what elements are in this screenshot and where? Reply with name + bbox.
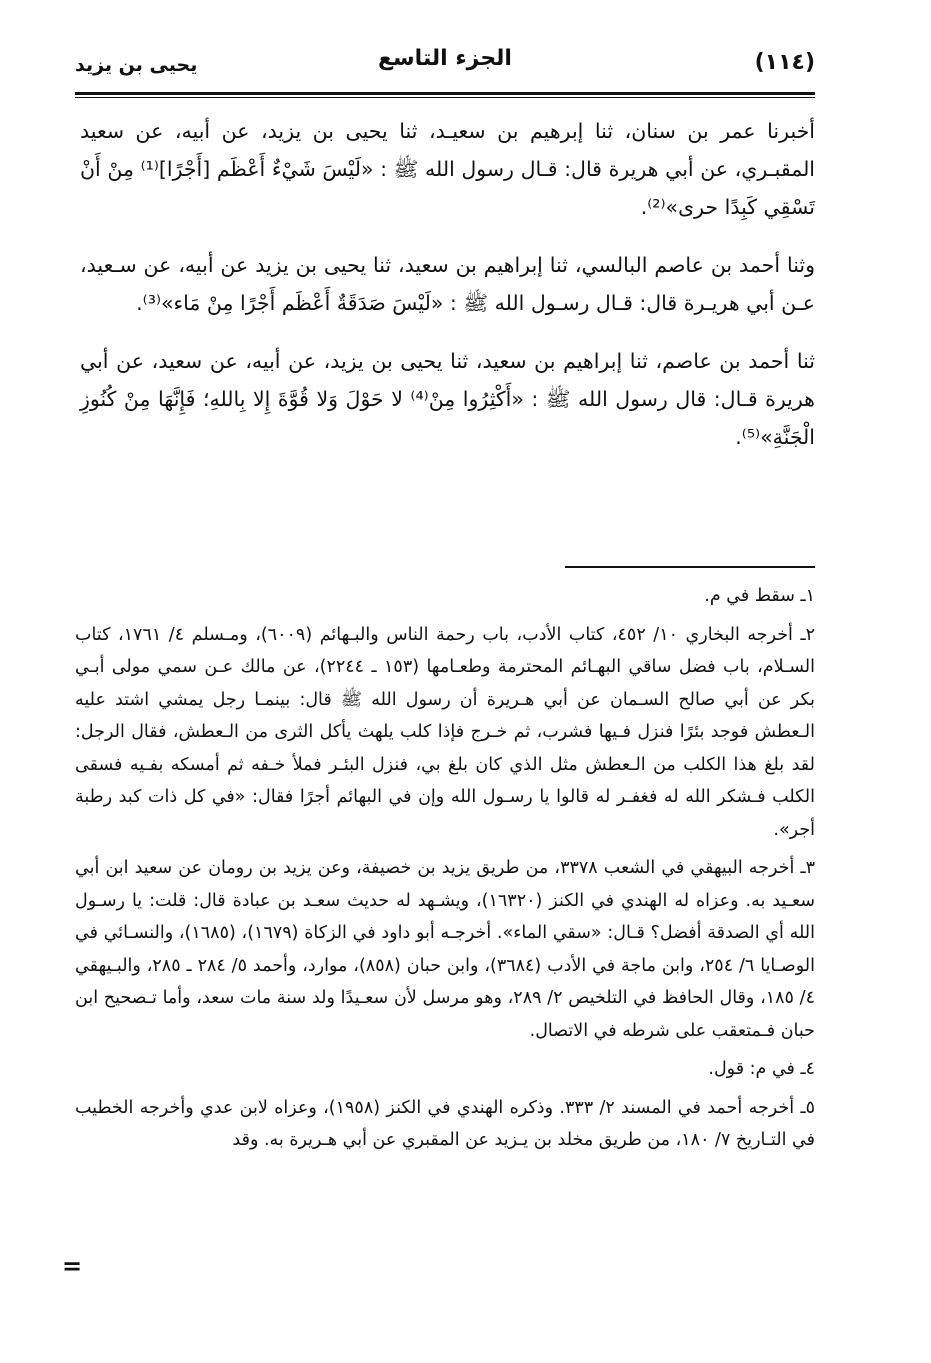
page-header	[75, 40, 815, 92]
header-rule-thin	[75, 97, 815, 98]
footnote: ٤ـ في م: قول.	[708, 1059, 815, 1079]
page-number: (١١٤)	[754, 50, 815, 75]
footnote: ٥ـ أخرجه أحمد في المسند ٢/ ٣٣٣. وذكره الهندي في الكنز (١٩٥٨)، وعزاه لابن عدي وأخرجه الخطيب في التـاريخ ٧/ ١٨٠، من طريق مخلد بن يـزيد عن المقبري عن أبي هـريرة به. وقد	[75, 1097, 815, 1150]
hadith-paragraph: وثنا أحمد بن عاصم البالسي، ثنا إبراهيم بن سعيد، ثنا يحيى بن يزيد عن أبيه، عن سـعيد، عـن أبي هريـرة قال: قـال رسـول الله ﷺ : «لَيْسَ صَدَقَةٌ أَعْظَم أَجْرًا مِنْ مَاء»⁽³⁾.	[80, 253, 815, 315]
hadith-paragraph: أخبرنا عمر بن سنان، ثنا إبرهيم بن سعيـد، ثنا يحيى بن يزيد، عن أبيه، عن سعيد المقبـري، عن أبي هريرة قال: قـال رسول الله ﷺ : «لَيْسَ شَيْءٌ أَعْظَم [أَجْرًا]⁽¹⁾ مِنْ أَنْ تَسْقِي كَبِدًا حرى»⁽²⁾.	[80, 119, 816, 219]
main-text	[80, 112, 815, 476]
header-rule	[75, 92, 815, 95]
footnotes	[75, 580, 815, 1163]
continuation-mark: =	[62, 1252, 83, 1280]
footnote-separator	[565, 566, 815, 568]
hadith-paragraph: ثنا أحمد بن عاصم، ثنا إبراهيم بن سعيد، ثنا يحيى بن يزيد، عن أبيه، عن سعيد، عن أبي هريرة قـال: قال رسول الله ﷺ : «أَكْثِرُوا مِنْ⁽⁴⁾ لا حَوْلَ وَلا قُوَّةَ إِلا بِاللهِ؛ فَإِنَّهَا مِنْ كُنُوزِ الْجَنَّةِ»⁽⁵⁾.	[80, 349, 815, 449]
footnote: ٢ـ أخرجه البخاري ١٠/ ٤٥٢، كتاب الأدب، باب رحمة الناس والبـهائم (٦٠٠٩)، ومـسلم ٤/ ١٧٦١، كتاب السـلام، باب فضل ساقي البهـائم المحترمة وطعـامها (١٥٣ ـ ٢٢٤٤)، عن مالك عـن سمي مولى أبـي بكر عن أبي صالح السـمان عن أبي هـريرة أن رسول الله ﷺ قال: بينمـا رجل يمشي اشتد عليه الـعطش فوجد بئرًا فنزل فـيها فشرب، ثم خـرج فإذا كلب يلهث يأكل الثرى من الـعطش، فقال الرجل: لقد بلغ هذا الكلب من الـعطش مثل الذي كان بلغ بي، فنزل البئـر فملأ خـفه ثم أمسكه بفـيه فسقى الكلب فـشكر الله له فغفـر له قالوا يا رسـول الله وإن في البهائم أجرًا فقال: «في كل ذات كبد رطبة أجر».	[75, 624, 816, 840]
footnote: ٣ـ أخرجه البيهقي في الشعب ٣٣٧٨، من طريق يزيد بن خصيفة، وعن يزيد بن رومان عن سعيد ابن أبي سعـيد به. وعزاه له الهندي في الكنز (١٦٣٢٠)، ويشـهد له حديث سعـد بن عبادة قال: قلت: يا رسـول الله أي الصدقة أفضل؟ قـال: «سقي الماء». أخرجـه أبو داود في الزكاة (١٦٧٩)، (١٦٨٥)، والنسـائي في الوصـايا ٦/ ٢٥٤، وابن ماجة في الأدب (٣٦٨٤)، وابن حبان (٨٥٨)، موارد، وأحمد ٥/ ٢٨٤ ـ ٢٨٥، والبـيهقي ٤/ ١٨٥، وقال الحافظ في التلخيص ٢/ ٢٨٩، وهو مرسل لأن سعـيدًا ولد سنة مات سعد، وأما تـصحيح ابن حبان فـمتعقب على شرطه في الاتصال.	[75, 858, 815, 1041]
footnote: ١ـ سقط في م.	[704, 586, 815, 606]
running-head-part: الجزء التاسع	[378, 46, 512, 71]
running-head-narrator: يحيى بن يزيد	[75, 54, 198, 76]
